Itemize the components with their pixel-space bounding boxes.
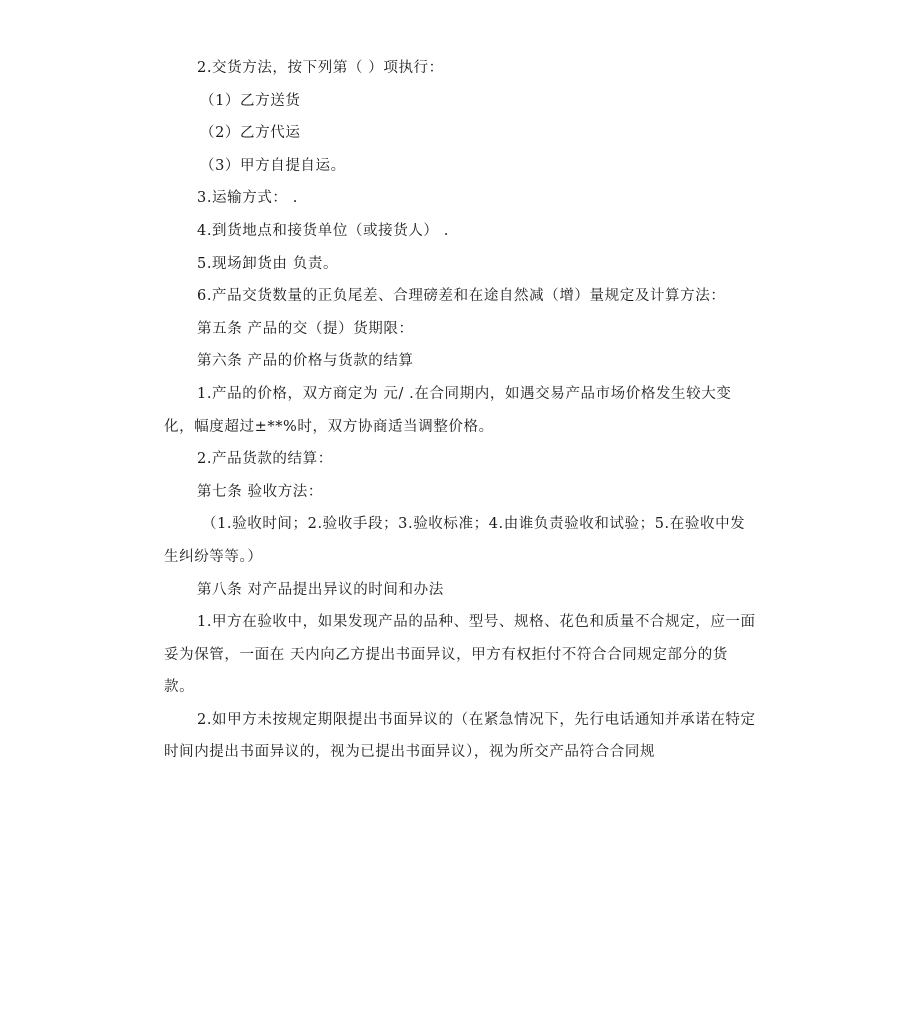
document-page bbox=[164, 52, 758, 769]
heading-article-7: 第七条 验收方法： bbox=[197, 483, 324, 500]
paragraph-option-1: （1）乙方送货 bbox=[200, 92, 301, 109]
paragraph-option-3: （3）甲方自提自运。 bbox=[200, 157, 346, 174]
heading-article-5: 第五条 产品的交（提）货期限： bbox=[197, 320, 414, 337]
paragraph-transport-mode: 3.运输方式： . bbox=[197, 190, 298, 207]
paragraph-objection-1: 1.甲方在验收中，如果发现产品的品种、型号、规格、花色和质量不合规定，应一面妥为保管，一面在 天内向乙方提出书面异议，甲方有权拒付不符合合同规定部分的货款。 bbox=[164, 614, 756, 696]
paragraph-quantity-tolerance: 6.产品交货数量的正负尾差、合理磅差和在途自然减（增）量规定及计算方法： bbox=[197, 288, 726, 305]
paragraph-price: 1.产品的价格，双方商定为 元/ .在合同期内，如遇交易产品市场价格发生较大变化，幅度超过±**%时，双方协商适当调整价格。 bbox=[164, 385, 732, 435]
heading-article-8: 第八条 对产品提出异议的时间和办法 bbox=[197, 581, 444, 598]
paragraph-acceptance-details: （1.验收时间；2.验收手段；3.验收标准；4.由谁负责验收和试验；5.在验收中发生纠纷等等。） bbox=[164, 516, 746, 565]
paragraph-objection-2: 2.如甲方未按规定期限提出书面异议的（在紧急情况下，先行电话通知并承诺在特定时间内提出书面异议的，视为已提出书面异议），视为所交产品符合合同规 bbox=[164, 711, 756, 761]
heading-article-6: 第六条 产品的价格与货款的结算 bbox=[197, 353, 414, 370]
paragraph-settlement: 2.产品货款的结算： bbox=[197, 451, 333, 468]
paragraph-delivery-method: 2.交货方法，按下列第（ ）项执行： bbox=[197, 60, 444, 76]
paragraph-option-2: （2）乙方代运 bbox=[200, 125, 301, 142]
paragraph-unloading: 5.现场卸货由 负责。 bbox=[197, 255, 339, 272]
paragraph-delivery-location: 4.到货地点和接货单位（或接货人） . bbox=[197, 222, 449, 239]
